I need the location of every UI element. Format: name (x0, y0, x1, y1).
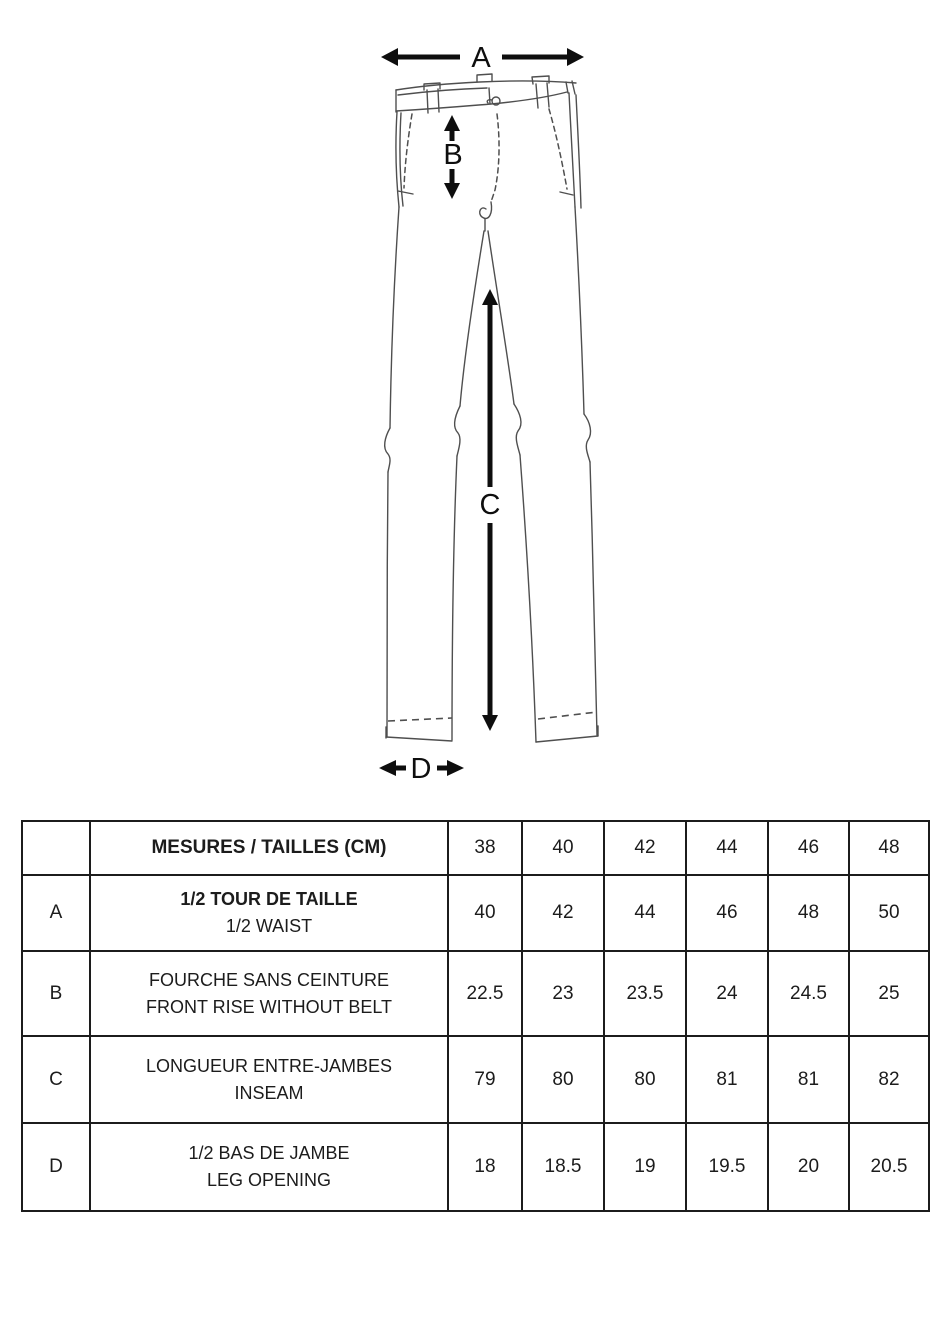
value-cell: 24.5 (768, 951, 849, 1036)
arrow-a-label: A (471, 42, 491, 74)
value-cell: 20.5 (849, 1123, 929, 1211)
arrow-b-front-rise (443, 115, 462, 199)
value-cell: 44 (604, 875, 686, 951)
measure-label-fr: FOURCHE SANS CEINTURE (148, 969, 390, 990)
value-cell: 18.5 (522, 1123, 604, 1211)
value-cell: 48 (768, 875, 849, 951)
value-cell: 22.5 (448, 951, 522, 1036)
value-cell: 50 (849, 875, 929, 951)
value-cell: 82 (849, 1036, 929, 1123)
row-letter: A (22, 875, 90, 951)
arrow-c-inseam (480, 289, 501, 731)
table-row-c (22, 1036, 929, 1123)
row-letter: C (22, 1036, 90, 1123)
table-row-b (22, 951, 929, 1036)
table-row-a (22, 875, 929, 951)
value-cell: 40 (448, 875, 522, 951)
measure-label-en: LEG OPENING (206, 1170, 332, 1190)
table-row-d (22, 1123, 929, 1211)
size-header-cell: 42 (604, 821, 686, 875)
table-header-row (22, 821, 929, 875)
arrow-b-label: B (443, 139, 463, 171)
measure-label-cell (90, 875, 448, 951)
value-cell: 20 (768, 1123, 849, 1211)
value-cell: 23.5 (604, 951, 686, 1036)
value-cell: 42 (522, 875, 604, 951)
measure-label-en: 1/2 WAIST (225, 916, 313, 936)
value-cell: 46 (686, 875, 768, 951)
measure-label-cell (90, 1036, 448, 1123)
value-cell: 79 (448, 1036, 522, 1123)
row-letter: B (22, 951, 90, 1036)
value-cell: 18 (448, 1123, 522, 1211)
measure-label-fr: 1/2 BAS DE JAMBE (188, 1143, 350, 1163)
value-cell: 80 (604, 1036, 686, 1123)
measure-label-fr: LONGUEUR ENTRE-JAMBES (145, 1055, 393, 1076)
size-header-cell: 38 (448, 821, 522, 875)
measure-label-cell (90, 951, 448, 1036)
value-cell: 19 (604, 1123, 686, 1211)
measure-label-en: INSEAM (234, 1082, 304, 1103)
arrow-c-label: C (479, 489, 501, 521)
value-cell: 19.5 (686, 1123, 768, 1211)
value-cell: 24 (686, 951, 768, 1036)
arrow-d-leg-opening (379, 753, 464, 785)
value-cell: 25 (849, 951, 929, 1036)
value-cell: 23 (522, 951, 604, 1036)
size-header-cell: 48 (849, 821, 929, 875)
size-header-cell: 46 (768, 821, 849, 875)
measure-label-cell (90, 1123, 448, 1211)
size-header-cell: 40 (522, 821, 604, 875)
measure-label-en: FRONT RISE WITHOUT BELT (145, 996, 392, 1017)
corner-cell (22, 821, 90, 875)
fly-stitching (480, 114, 499, 231)
size-header-cell: 44 (686, 821, 768, 875)
row-letter: D (22, 1123, 90, 1211)
size-table (21, 820, 930, 1212)
measure-label-fr: 1/2 TOUR DE TAILLE (180, 889, 358, 909)
value-cell: 80 (522, 1036, 604, 1123)
arrow-a-waist (381, 42, 584, 74)
value-cell: 81 (768, 1036, 849, 1123)
value-cell: 81 (686, 1036, 768, 1123)
pocket-stitching (398, 109, 573, 195)
arrow-d-label: D (410, 753, 432, 785)
table-title-cell: MESURES / TAILLES (CM) (90, 821, 448, 875)
